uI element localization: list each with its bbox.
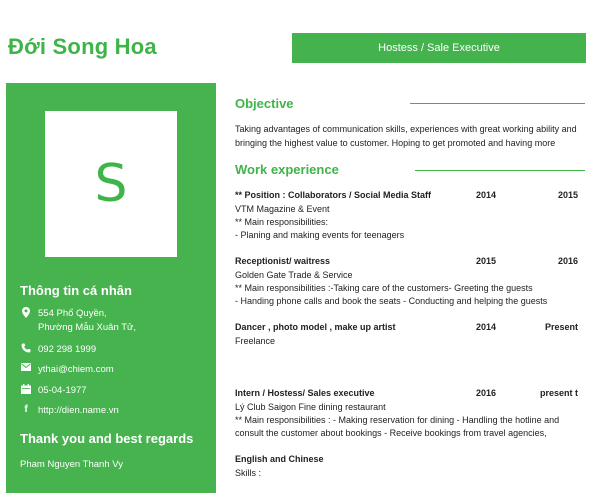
phone-number: 092 298 1999 <box>38 344 97 355</box>
avatar <box>45 111 177 257</box>
regards-name: Pham Nguyen Thanh Vy <box>20 459 123 470</box>
job-title-bar <box>292 33 586 63</box>
phone-row <box>20 343 96 357</box>
job-company: VTM Magazine & Event <box>235 204 330 214</box>
address-row <box>20 307 136 335</box>
work-experience-divider <box>415 170 585 171</box>
job-company: Golden Gate Trade & Service <box>235 270 353 280</box>
skills-title: English and Chinese <box>235 454 324 464</box>
job-end-year: present t <box>540 388 579 398</box>
job-responsibility-line: ** Main responsibilities: <box>235 217 329 227</box>
job-position: Receptionist/ waitress <box>235 256 331 266</box>
objective-text: Taking advantages of communication skills, experiences with great working ability and bringing the highest value to customer. Hoping to get promoted and having more <box>235 124 577 148</box>
candidate-name: Đới Song Hoa <box>8 34 157 59</box>
birthday-row <box>20 384 87 398</box>
job-end-year: Present <box>545 322 579 332</box>
job-responsibility-line: - Planing and making events for teenagers <box>235 230 405 240</box>
job-title: Hostess / Sale Executive <box>378 42 500 54</box>
personal-info-heading: Thông tin cá nhân <box>20 283 132 298</box>
email-row[interactable] <box>20 363 114 377</box>
job-start-year: 2015 <box>476 256 497 266</box>
job-start-year: 2014 <box>476 322 497 332</box>
email-address[interactable]: ythai@chiem.com <box>38 364 114 375</box>
birthday: 05-04-1977 <box>38 385 87 396</box>
job-responsibility-line: ** Main responsibilities :-Taking care of the customers- Greeting the guests <box>235 283 533 293</box>
skills-label: Skills : <box>235 468 262 478</box>
job-position: Intern / Hostess/ Sales executive <box>235 388 375 398</box>
job-start-year: 2014 <box>476 190 497 200</box>
avatar-letter: S <box>94 154 128 214</box>
envelope-icon <box>20 363 32 371</box>
sidebar <box>6 83 216 493</box>
job-responsibility-line: - Handing phone calls and book the seats - Conducting and helping the guests <box>235 296 548 306</box>
regards-heading: Thank you and best regards <box>20 431 194 446</box>
job-end-year: 2016 <box>558 256 579 266</box>
location-pin-icon <box>20 307 32 318</box>
calendar-icon <box>20 384 32 394</box>
job-company: Freelance <box>235 336 276 346</box>
job-company: Lý Club Saigon Fine dining restaurant <box>235 402 386 412</box>
address-line1: 554 Phổ Quyền, <box>38 308 107 319</box>
work-experience-heading: Work experience <box>235 162 339 177</box>
job-responsibility-line: consult the customer about bookings - Receive bookings from travel agencies, <box>235 428 547 438</box>
job-start-year: 2016 <box>476 388 497 398</box>
job-responsibility-line: ** Main responsibilities : - Making reservation for dining - Handling the hotline and <box>235 415 560 425</box>
job-position: Dancer , photo model , make up artist <box>235 322 396 332</box>
objective-heading: Objective <box>235 96 294 111</box>
website-row[interactable] <box>20 404 119 418</box>
website-link[interactable]: http://dien.name.vn <box>38 405 119 416</box>
address-line2: Phường Mẫu Xuân Tử, <box>38 322 136 333</box>
job-end-year: 2015 <box>558 190 579 200</box>
phone-icon <box>20 343 32 353</box>
job-position: ** Position : Collaborators / Social Media Staff <box>235 190 432 200</box>
facebook-icon: f <box>24 404 28 415</box>
objective-divider <box>410 103 585 104</box>
